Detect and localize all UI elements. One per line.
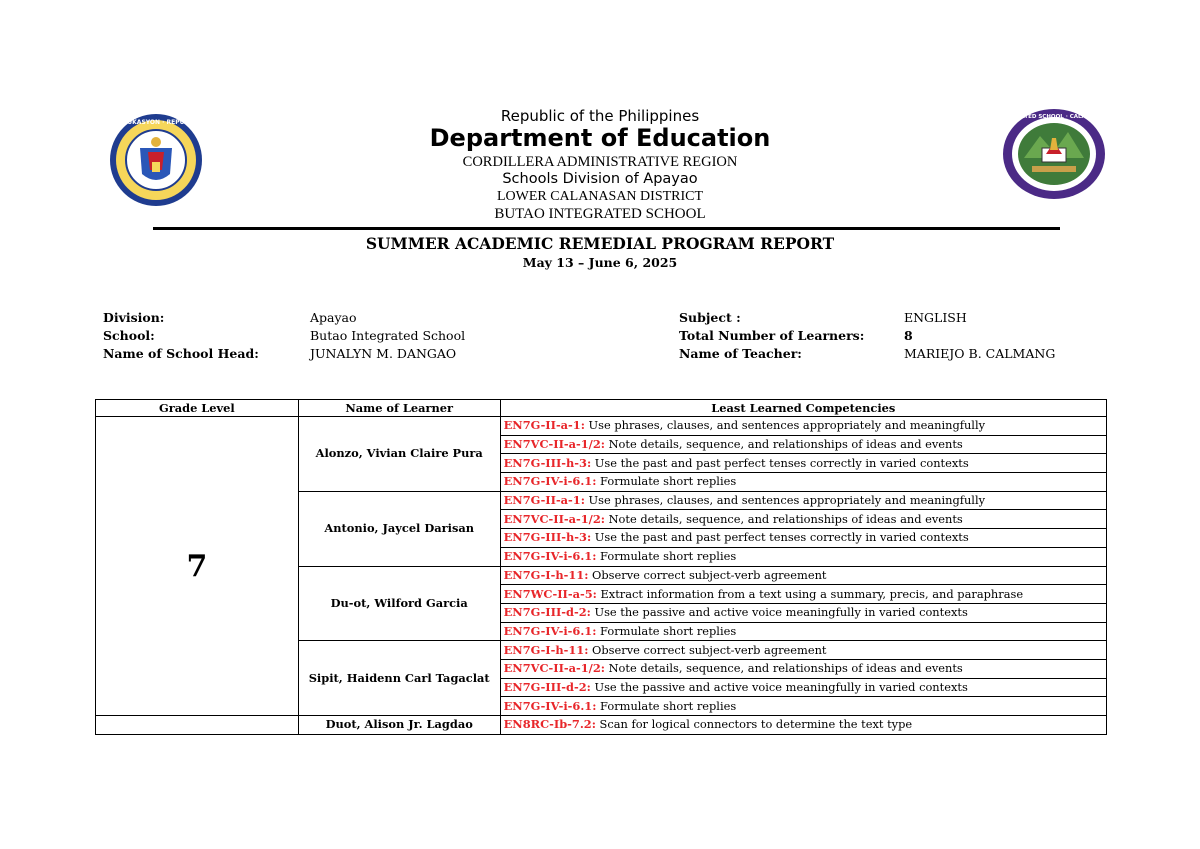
competency-code: EN7G-IV-i-6.1: [503,474,597,489]
competency-code: EN7G-II-a-1: [503,418,585,433]
competency-text: Formulate short replies [596,698,737,713]
header-department: Department of Education [429,124,771,152]
competency-cell [500,491,1106,510]
competency-text: Use the passive and active voice meaningfully in varied contexts [590,679,968,694]
report-dates: May 13 – June 6, 2025 [522,255,678,270]
competency-cell [500,473,1106,492]
competency-cell [500,697,1106,716]
school-seal-caption: BUTAO INTEGRATED SCHOOL · CALANASAN APAYAO [974,114,1134,120]
competency-text: Use the past and past perfect tenses correctly in varied contexts [591,455,969,470]
competency-cell [500,603,1106,622]
competency-cell [500,641,1106,660]
learner-name: Du-ot, Wilford Garcia [298,566,500,641]
header-district: LOWER CALANASAN DISTRICT [496,189,704,204]
school-label: School: [103,328,155,343]
competency-text: Extract information from a text using a summary, precis, and paraphrase [596,586,1024,601]
competency-code: EN7G-IV-i-6.1: [503,549,597,564]
competency-code: EN7G-III-d-2: [503,605,591,620]
total-learners-value: 8 [904,328,913,343]
competency-cell [500,659,1106,678]
school-head-label: Name of School Head: [103,346,259,361]
header-school: BUTAO INTEGRATED SCHOOL [494,206,706,222]
school-head-value: JUNALYN M. DANGAO [310,346,457,361]
subject-value: ENGLISH [904,310,967,325]
competency-text: Formulate short replies [596,549,737,564]
competency-text: Scan for logical connectors to determine the text type [595,717,913,732]
competency-cell [500,417,1106,436]
competency-text: Use the passive and active voice meaningfully in varied contexts [590,605,968,620]
competency-cell [500,585,1106,604]
competency-code: EN7G-IV-i-6.1: [503,623,597,638]
competency-cell [500,529,1106,548]
remedial-table [95,399,1107,735]
subject-label: Subject : [679,310,741,325]
competency-code: EN7G-I-h-11: [503,642,589,657]
total-learners-label: Total Number of Learners: [679,328,865,343]
competency-text: Use the past and past perfect tenses correctly in varied contexts [591,530,969,545]
competency-code: EN7G-II-a-1: [503,493,585,508]
division-label: Division: [103,310,165,325]
competency-code: EN7G-III-h-3: [503,530,592,545]
competency-cell [500,510,1106,529]
competency-code: EN7G-III-d-2: [503,679,591,694]
competency-code: EN7G-I-h-11: [503,567,589,582]
header-grade-level: Grade Level [96,400,299,417]
competency-text: Use phrases, clauses, and sentences appropriately and meaningfully [584,418,986,433]
competency-cell [500,716,1106,735]
competency-text: Observe correct subject-verb agreement [588,567,827,582]
competency-text: Note details, sequence, and relationships of ideas and events [604,661,963,676]
header-divider [153,227,1060,230]
header-republic: Republic of the Philippines [500,107,700,125]
learner-name: Sipit, Haidenn Carl Tagaclat [298,641,500,716]
table-row [96,417,1107,436]
division-value: Apayao [310,310,357,325]
competency-code: EN7G-IV-i-6.1: [503,698,597,713]
teacher-value: MARIEJO B. CALMANG [904,346,1056,361]
competency-text: Use phrases, clauses, and sentences appropriately and meaningfully [584,493,986,508]
teacher-label: Name of Teacher: [679,346,802,361]
competency-code: EN7G-III-h-3: [503,455,592,470]
competency-cell [500,566,1106,585]
competency-code: EN7VC-II-a-1/2: [503,437,605,452]
competency-text: Formulate short replies [596,474,737,489]
header-learner-name: Name of Learner [298,400,500,417]
grade-level-cell: 7 [96,417,299,716]
competency-cell [500,622,1106,641]
header-division: Schools Division of Apayao [502,171,698,187]
learner-name: Antonio, Jaycel Darisan [298,491,500,566]
competency-text: Observe correct subject-verb agreement [588,642,827,657]
school-value: Butao Integrated School [310,328,466,343]
competency-code: EN7WC-II-a-5: [503,586,597,601]
grade-level-cell-empty [96,716,299,735]
competency-code: EN8RC-Ib-7.2: [503,717,596,732]
header-competencies: Least Learned Competencies [500,400,1106,417]
competency-code: EN7VC-II-a-1/2: [503,661,605,676]
report-title: SUMMER ACADEMIC REMEDIAL PROGRAM REPORT [365,234,835,253]
competency-cell [500,678,1106,697]
table-row [96,716,1107,735]
competency-text: Note details, sequence, and relationships of ideas and events [604,437,963,452]
competency-text: Formulate short replies [596,623,737,638]
competency-cell [500,454,1106,473]
learner-name: Duot, Alison Jr. Lagdao [298,716,500,735]
competency-text: Note details, sequence, and relationships of ideas and events [604,511,963,526]
competency-cell [500,547,1106,566]
competency-code: EN7VC-II-a-1/2: [503,511,605,526]
competency-cell [500,435,1106,454]
header-region: CORDILLERA ADMINISTRATIVE REGION [462,154,738,170]
learner-name: Alonzo, Vivian Claire Pura [298,417,500,492]
deped-seal-caption: KAGAWARAN NG EDUKASYON · REPUBLIKA NG PILIPINAS [60,119,252,126]
table-header-row [96,400,1107,417]
